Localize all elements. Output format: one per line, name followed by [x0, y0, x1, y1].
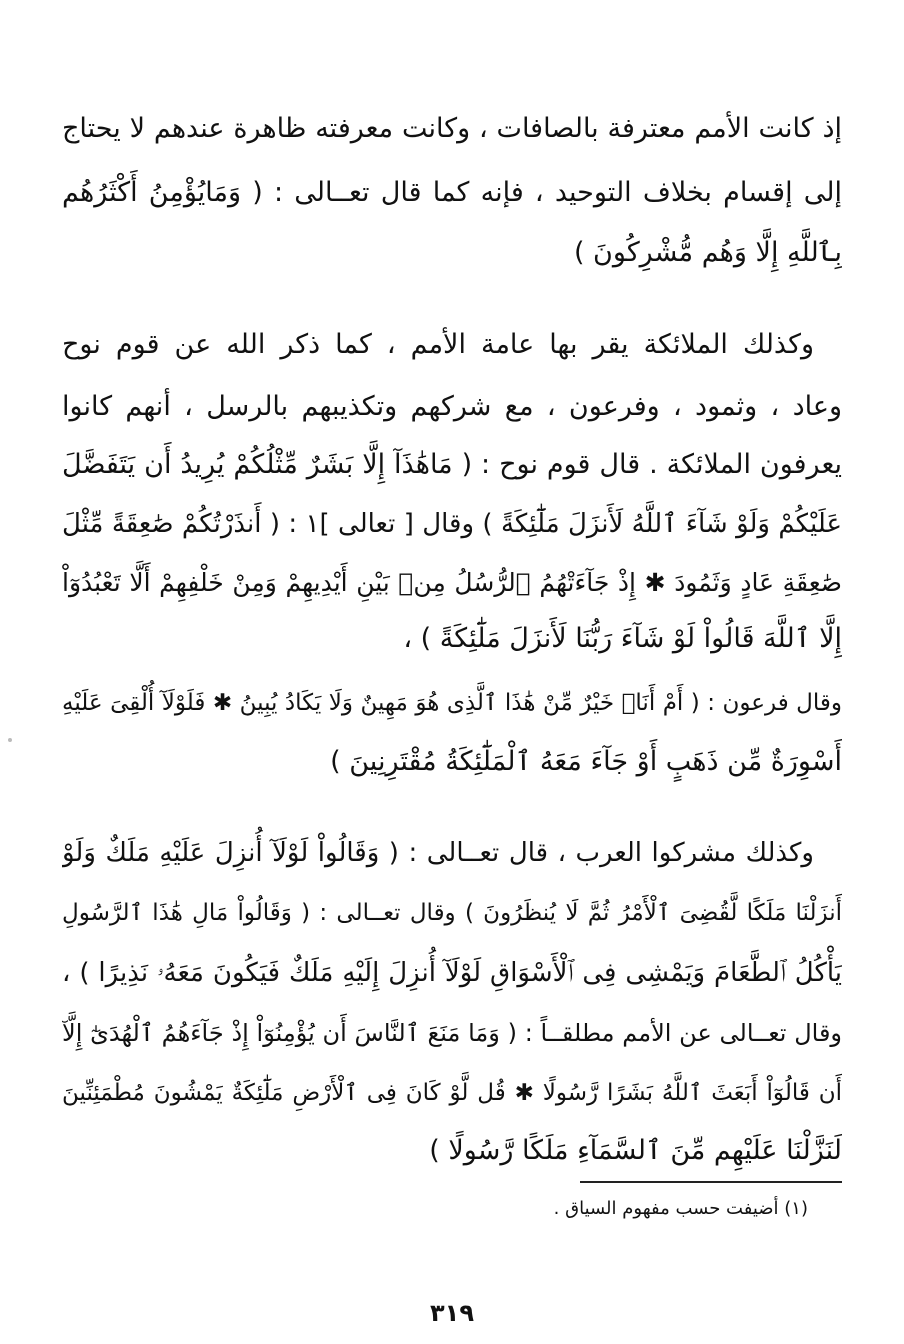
text-line-8: صَٰعِقَةِ عَادٍ وَثَمُودَ ✱ إِذْ جَآءَتْهُمُ ٱلرُّسُلُ مِنۢ بَيْنِ أَيْدِيهِمْ وَمِنْ خَلْفِهِمْ أَلَّا تَعْبُدُوٓاْ	[62, 568, 842, 597]
text-line-4: وكذلك الملائكة يقر بها عامة الأمم ، كما ذكر الله عن قوم نوح	[62, 329, 814, 360]
text-line-13: أَنزَلْنَا مَلَكًا لَّقُضِىَ ٱلْأَمْرُ ثُمَّ لَا يُنظَرُونَ ) وقال تعــالى : ( وَقَالُواْ مَالِ هَٰذَا ٱلرَّسُولِ	[62, 900, 842, 926]
text-line-2: إلى إقسام بخلاف التوحيد ، فإنه كما قال تعــالى : ( وَمَايُؤْمِنُ أَكْثَرُهُم	[62, 177, 842, 208]
text-line-9: إِلَّا ٱللَّهَ قَالُواْ لَوْ شَآءَ رَبُّنَا لَأَنزَلَ مَلَٰٓئِكَةً ) ،	[403, 623, 842, 654]
scan-mark	[8, 738, 12, 742]
text-line-3: بِٱللَّهِ إِلَّا وَهُم مُّشْرِكُونَ )	[573, 237, 842, 268]
text-line-1: إذ كانت الأمم معترفة بالصافات ، وكانت معرفته ظاهرة عندهم لا يحتاج	[62, 113, 842, 144]
text-line-10: وقال فرعون : ( أَمْ أَنَا۠ خَيْرٌ مِّنْ هَٰذَا ٱلَّذِى هُوَ مَهِينٌ وَلَا يَكَادُ يُبِينُ ✱ فَلَوْلَآ أُلْقِىَ عَلَيْهِ	[62, 690, 842, 716]
text-line-15: وقال تعــالى عن الأمم مطلقــاً : ( وَمَا مَنَعَ ٱلنَّاسَ أَن يُؤْمِنُوٓاْ إِذْ جَآءَهُمُ ٱلْهُدَىٰٓ إِلَّآ	[62, 1019, 842, 1047]
footnote: (١) أضيفت حسب مفهوم السياق .	[553, 1198, 808, 1219]
text-line-12: وكذلك مشركوا العرب ، قال تعــالى : ( وَقَالُواْ لَوْلَآ أُنزِلَ عَلَيْهِ مَلَكٌ وَلَوْ	[62, 838, 814, 868]
text-line-6: يعرفون الملائكة . قال قوم نوح : ( مَاهَٰذَآ إِلَّا بَشَرٌ مِّثْلُكُمْ يُرِيدُ أَن يَتَفَضَّلَ	[62, 449, 842, 480]
footnote-separator	[580, 1181, 842, 1183]
text-line-5: وعاد ، وثمود ، وفرعون ، مع شركهم وتكذيبهم بالرسل ، أنهم كانوا	[62, 391, 842, 422]
page-number: ٣١٩	[430, 1299, 474, 1327]
text-line-16: أَن قَالُوٓاْ أَبَعَثَ ٱللَّهُ بَشَرًا رَّسُولًا ✱ قُل لَّوْ كَانَ فِى ٱلْأَرْضِ مَلَٰٓئِكَةٌ يَمْشُونَ مُطْمَئِنِّينَ	[62, 1080, 842, 1106]
text-line-17: لَنَزَّلْنَا عَلَيْهِم مِّنَ ٱلسَّمَآءِ مَلَكًا رَّسُولًا )	[429, 1135, 842, 1166]
text-line-11: أَسْوِرَةٌ مِّن ذَهَبٍ أَوْ جَآءَ مَعَهُ ٱلْمَلَٰٓئِكَةُ مُقْتَرِنِينَ )	[330, 746, 842, 777]
text-line-7: عَلَيْكُمْ وَلَوْ شَآءَ ٱللَّهُ لَأَنزَلَ مَلَٰٓئِكَةً ) وقال [ تعالى ]١ : ( أَنذَرْتُكُمْ صَٰعِقَةً مِّثْلَ	[62, 509, 842, 539]
text-line-14: يَأْكُلُ ٱلطَّعَامَ وَيَمْشِى فِى ٱلْأَسْوَاقِ لَوْلَآ أُنزِلَ إِلَيْهِ مَلَكٌ فَيَكُونَ مَعَهُۥ نَذِيرًا ) ،	[62, 958, 842, 988]
